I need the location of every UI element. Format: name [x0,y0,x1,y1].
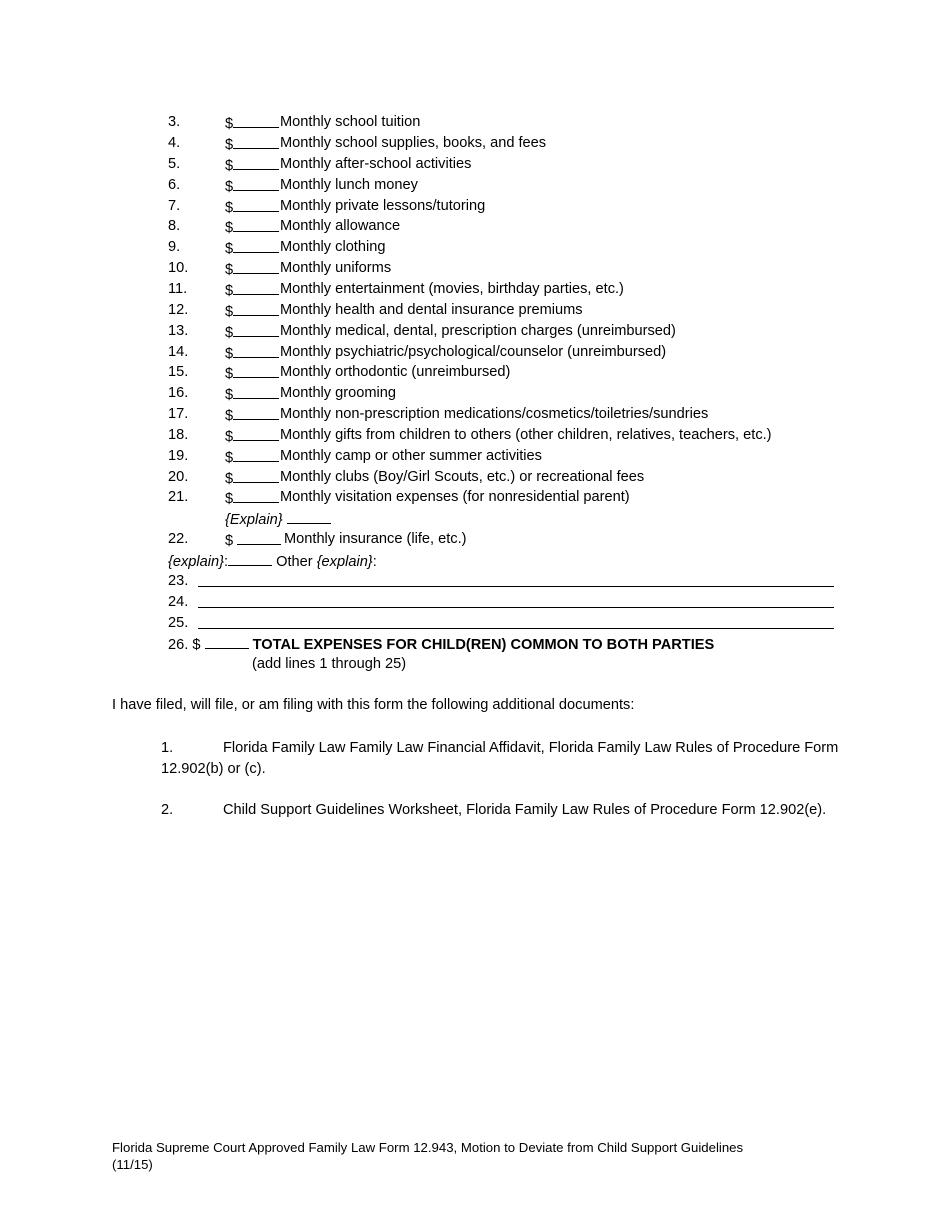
amount-field[interactable]: $ [225,362,279,384]
amount-field[interactable]: $ [225,487,279,509]
line-number: 24. [168,594,189,610]
document-number: 2. [161,802,174,818]
total-amount-field[interactable] [205,633,249,649]
line-number: 21. [168,489,189,505]
other-row: {explain}: Other {explain}: [168,550,377,570]
line-number: 17. [168,406,189,422]
expense-label: Monthly orthodontic (unreimbursed) [280,364,511,380]
line-number: 6. [168,177,181,193]
amount-field[interactable]: $ [225,258,279,280]
expense-label: Monthly medical, dental, prescription charges (unreimbursed) [280,323,676,339]
expense-label: Monthly non-prescription medications/cosmetics/toiletries/sundries [280,406,709,422]
line-number: 9. [168,239,181,255]
document-item [161,800,841,821]
footer-form-title: Florida Supreme Court Approved Family Law Form 12.943, Motion to Deviate from Child Support Guidelines [112,1140,744,1155]
expense-label: Monthly visitation expenses (for nonresidential parent) [280,489,630,505]
amount-field[interactable]: $ [225,196,279,218]
other-expense-field[interactable] [198,592,834,608]
line-number: 3. [168,114,181,130]
amount-field[interactable]: $ [225,321,279,343]
expense-label: Monthly camp or other summer activities [280,448,542,464]
expense-label: Monthly clubs (Boy/Girl Scouts, etc.) or recreational fees [280,469,645,485]
line-number: 14. [168,344,189,360]
line-number: 22. [168,531,189,547]
total-label: TOTAL EXPENSES FOR CHILD(REN) COMMON TO BOTH PARTIES [252,637,715,653]
explain-label: {Explain} [225,512,283,528]
expense-label: Monthly grooming [280,385,396,401]
other-explain-label: {explain} [316,554,373,570]
line-number: 11. [168,281,188,297]
amount-field[interactable]: $ [225,529,281,551]
expense-label: Monthly health and dental insurance premiums [280,302,583,318]
expense-label: Monthly uniforms [280,260,392,276]
line-number: 25. [168,615,189,631]
amount-field[interactable]: $ [225,216,279,238]
document-item [161,738,841,780]
amount-field[interactable]: $ [225,425,279,447]
line-number: 20. [168,469,189,485]
amount-field[interactable]: $ [225,175,279,197]
expense-label: Monthly after-school activities [280,156,472,172]
other-label: Other [276,554,313,570]
amount-field[interactable]: $ [225,342,279,364]
document-number: 1. [161,740,174,756]
line-number: 15. [168,364,189,380]
amount-field[interactable]: $ [225,300,279,322]
line-number: 13. [168,323,189,339]
amount-field[interactable]: $ [225,467,279,489]
expense-label: Monthly psychiatric/psychological/counselor (unreimbursed) [280,344,667,360]
explain-field[interactable] [228,550,272,566]
filed-statement: I have filed, will file, or am filing with this form the following additional documents: [112,697,635,713]
line-number: 5. [168,156,181,172]
document-text: Child Support Guidelines Worksheet, Florida Family Law Rules of Procedure Form 12.902(e). [223,802,827,818]
line-number: 23. [168,573,189,589]
line-number: 4. [168,135,181,151]
amount-field[interactable]: $ [225,446,279,468]
line-number: 12. [168,302,189,318]
amount-field[interactable]: $ [225,154,279,176]
line-number: 7. [168,198,181,214]
footer-revision-date: (11/15) [112,1157,153,1172]
amount-field[interactable]: $ [225,133,279,155]
expense-label: Monthly private lessons/tutoring [280,198,486,214]
line-number: 8. [168,218,181,234]
expense-label: Monthly clothing [280,239,386,255]
explain-label: {explain} [168,554,224,570]
amount-field[interactable]: $ [225,237,279,259]
other-expense-field[interactable] [198,571,834,587]
other-expense-field[interactable] [198,613,834,629]
total-note: (add lines 1 through 25) [252,656,407,672]
expense-label: Monthly entertainment (movies, birthday parties, etc.) [280,281,624,297]
page-footer [112,1139,812,1173]
expense-label: Monthly insurance (life, etc.) [284,531,467,547]
amount-field[interactable]: $ [225,404,279,426]
document-text: Florida Family Law Family Law Financial Affidavit, Florida Family Law Rules of Procedure Form 12.902(b) or (c). [161,740,839,777]
line-number: 18. [168,427,189,443]
amount-field[interactable]: $ [225,383,279,405]
expense-label: Monthly gifts from children to others (other children, relatives, teachers, etc.) [280,427,772,443]
expense-label: Monthly school supplies, books, and fees [280,135,547,151]
amount-field[interactable]: $ [225,279,279,301]
expense-label: Monthly lunch money [280,177,418,193]
line-number: 26. [168,637,189,653]
amount-field[interactable]: $ [225,112,279,134]
total-row: 26. $ TOTAL EXPENSES FOR CHILD(REN) COMMON TO BOTH PARTIES [168,633,714,653]
line-number: 16. [168,385,189,401]
explain-field[interactable] [287,508,331,524]
expense-label: Monthly allowance [280,218,401,234]
line-number: 19. [168,448,189,464]
line-number: 10. [168,260,189,276]
expense-label: Monthly school tuition [280,114,421,130]
